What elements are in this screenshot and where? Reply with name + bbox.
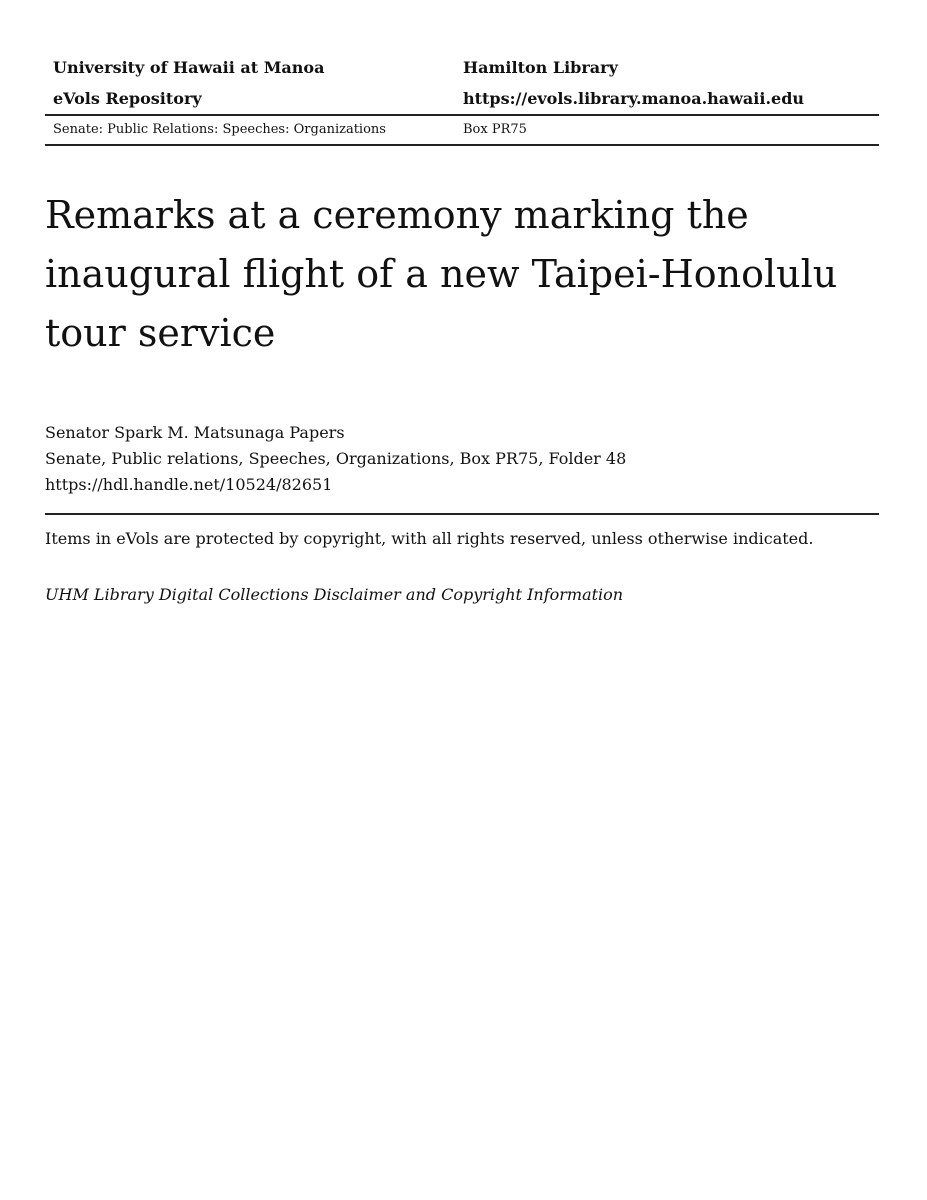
disclaimer-link[interactable]: UHM Library Digital Collections Disclaimer and Copyright Information bbox=[45, 585, 624, 604]
collection-name: Senator Spark M. Matsunaga Papers bbox=[45, 423, 345, 442]
document-metadata bbox=[45, 420, 626, 498]
header-row-3 bbox=[45, 116, 879, 144]
handle-link[interactable]: https://hdl.handle.net/10524/82651 bbox=[45, 475, 333, 494]
collection-path: Senate: Public Relations: Speeches: Organizations bbox=[53, 122, 386, 137]
repository-name: eVols Repository bbox=[53, 89, 202, 108]
header-divider-bottom bbox=[45, 144, 879, 146]
copyright-notice: Items in eVols are protected by copyright, with all rights reserved, unless otherwise indicated. bbox=[45, 529, 814, 548]
section-divider bbox=[45, 513, 879, 515]
folder-location: Senate, Public relations, Speeches, Organizations, Box PR75, Folder 48 bbox=[45, 449, 627, 468]
box-label: Box PR75 bbox=[463, 122, 527, 137]
institution-name: University of Hawaii at Manoa bbox=[53, 58, 325, 77]
repository-url-link[interactable]: https://evols.library.manoa.hawaii.edu bbox=[463, 89, 805, 108]
header-row-1 bbox=[45, 52, 879, 83]
document-header bbox=[45, 52, 879, 146]
library-name: Hamilton Library bbox=[463, 58, 618, 77]
document-title: Remarks at a ceremony marking the inaugural flight of a new Taipei-Honolulu tour service bbox=[45, 193, 838, 355]
header-row-2 bbox=[45, 83, 879, 114]
